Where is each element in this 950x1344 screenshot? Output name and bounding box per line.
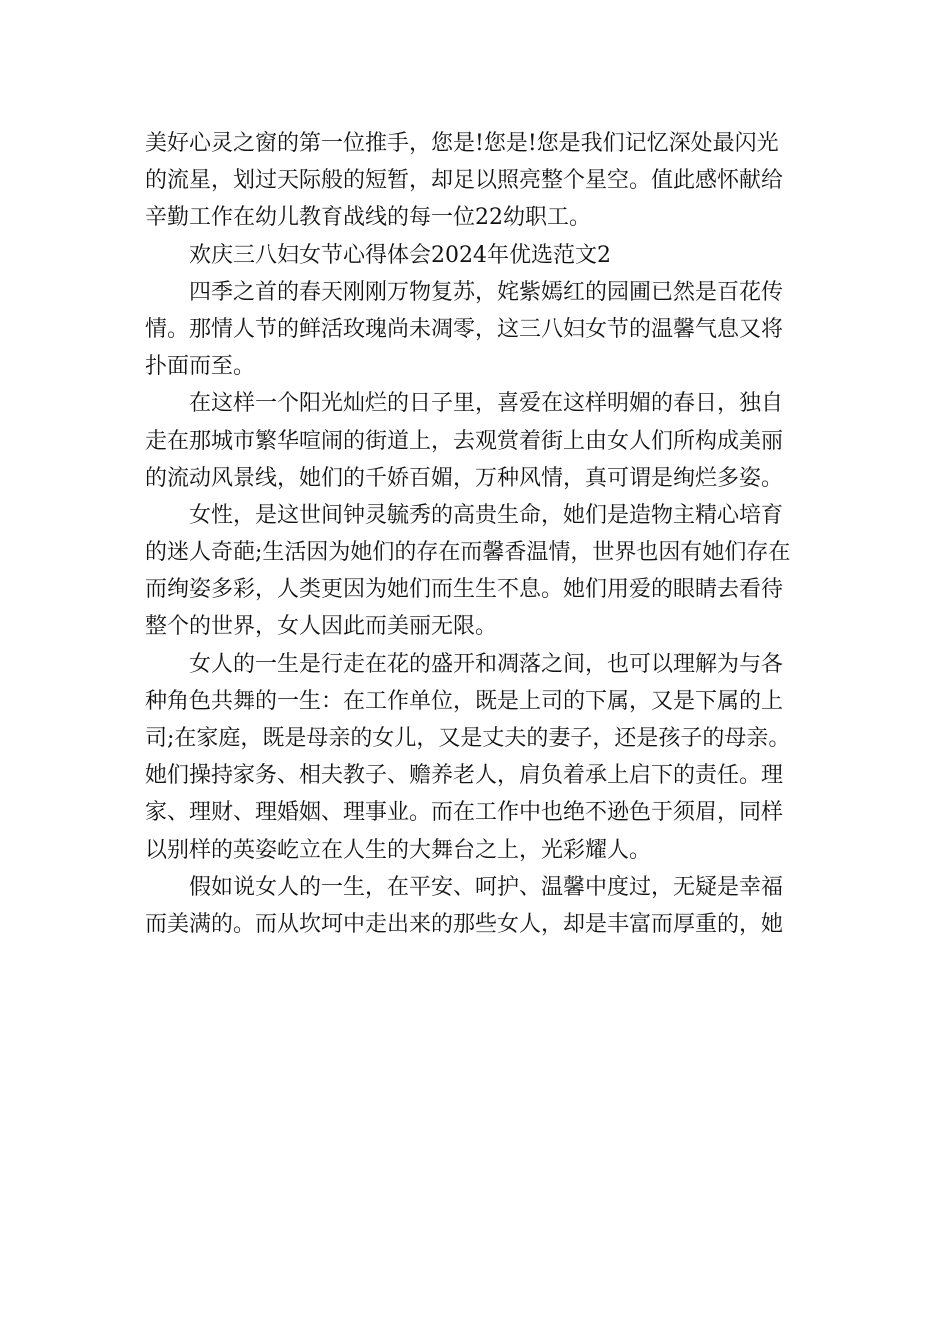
paragraph-first-line: 假如说女人的一生，在平安、呵护、温馨中度过，无疑是幸福 — [189, 874, 784, 900]
paragraph-first-line: 女人的一生是行走在花的盛开和凋落之间，也可以理解为与各 — [189, 651, 784, 677]
document-body — [145, 125, 805, 943]
paragraph-line: 司;在家庭，既是母亲的女儿，又是丈夫的妻子，还是孩子的母亲。 — [145, 726, 791, 751]
paragraph-line: 的迷人奇葩;生活因为她们的存在而馨香温情，世界也因有她们存在 — [145, 540, 791, 566]
paragraph-line: 家、理财、理婚姻、理事业。而在工作中也绝不逊色于须眉，同样 — [145, 800, 784, 826]
paragraph-line: 种角色共舞的一生：在工作单位，既是上司的下属，又是下属的上 — [145, 688, 784, 714]
paragraph-first-line: 欢庆三八妇女节心得体会2024年优选范文2 — [189, 242, 611, 268]
paragraph-first-line: 四季之首的春天刚刚万物复苏，姹紫嫣红的园圃已然是百花传 — [189, 279, 784, 305]
paragraph-line: 美好心灵之窗的第一位推手，您是!您是!您是我们记忆深处最闪光 — [145, 131, 779, 156]
paragraph-first-line: 女性，是这世间钟灵毓秀的高贵生命，她们是造物主精心培育 — [189, 502, 784, 528]
paragraph-line: 的流动风景线，她们的千娇百媚，万种风情，真可谓是绚烂多姿。 — [145, 465, 784, 491]
paragraph-line: 整个的世界，女人因此而美丽无限。 — [145, 614, 498, 640]
paragraph-line: 的流星，划过天际般的短暂，却足以照亮整个星空。值此感怀献给 — [145, 168, 784, 194]
paragraph-line: 而绚姿多彩，人类更因为她们而生生不息。她们用爱的眼睛去看待 — [145, 577, 784, 603]
paragraph-line: 以别样的英姿屹立在人生的大舞台之上，光彩耀人。 — [145, 837, 652, 863]
paragraph-line: 她们操持家务、相夫教子、赡养老人，肩负着承上启下的责任。理 — [145, 763, 784, 789]
paragraph-first-line: 在这样一个阳光灿烂的日子里，喜爱在这样明媚的春日，独自 — [189, 391, 784, 417]
paragraph-line: 辛勤工作在幼儿教育战线的每一位22幼职工。 — [145, 205, 591, 231]
paragraph-line: 情。那情人节的鲜活玫瑰尚未凋零，这三八妇女节的温馨气息又将 — [145, 316, 784, 342]
paragraph-line: 走在那城市繁华喧闹的街道上，去观赏着街上由女人们所构成美丽 — [145, 428, 784, 454]
paragraph-line: 扑面而至。 — [145, 354, 256, 380]
paragraph-line: 而美满的。而从坎坷中走出来的那些女人，却是丰富而厚重的，她 — [145, 911, 784, 937]
